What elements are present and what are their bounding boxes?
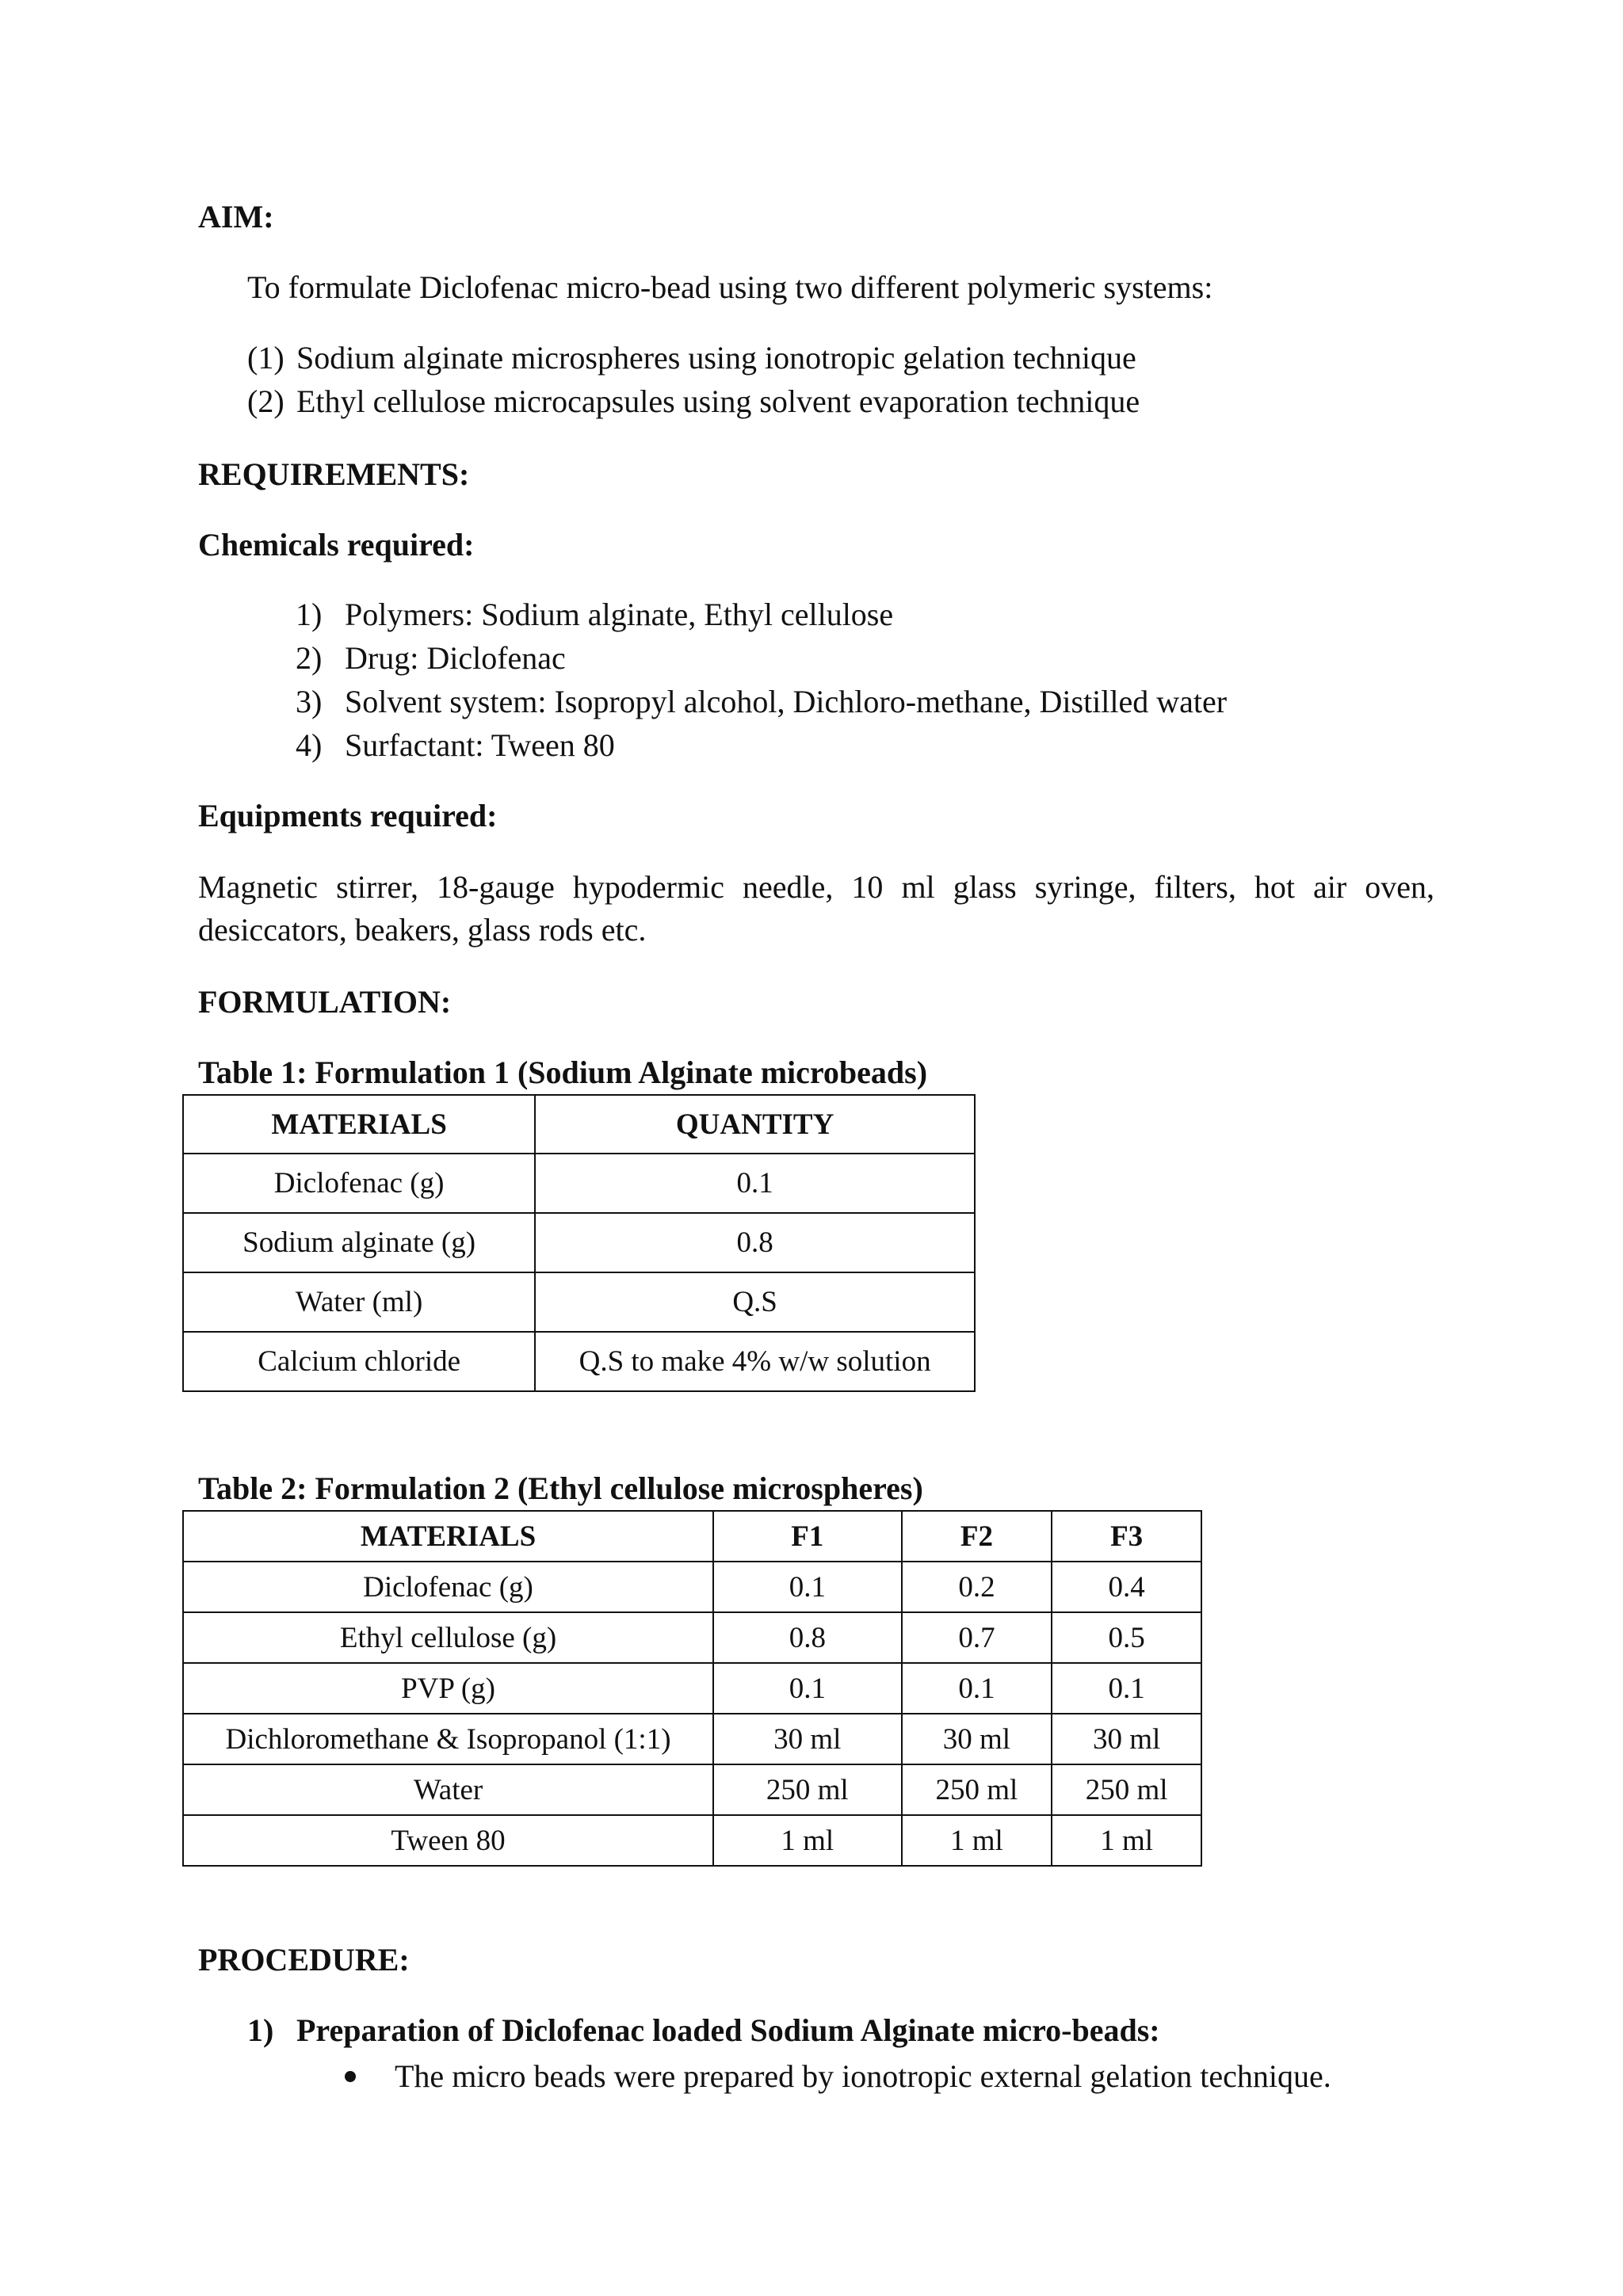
table2-header-row <box>183 1511 1201 1562</box>
table-cell: 250 ml <box>1052 1764 1201 1815</box>
list-number: 1) <box>296 597 323 632</box>
list-text: Sodium alginate microspheres using ionotropic gelation technique <box>296 340 1136 376</box>
table-row <box>183 1612 1201 1663</box>
table2 <box>182 1510 1202 1867</box>
table-cell: 30 ml <box>1052 1714 1201 1764</box>
table1-header-materials: MATERIALS <box>183 1095 535 1154</box>
procedure-bullet-1: The micro beads were prepared by ionotropic external gelation technique. <box>395 2058 1331 2094</box>
table-cell: 0.7 <box>902 1612 1052 1663</box>
table-cell: 0.8 <box>713 1612 902 1663</box>
table-row <box>183 1154 975 1213</box>
chemicals-heading: Chemicals required: <box>198 527 475 563</box>
table-cell: 1 ml <box>902 1815 1052 1866</box>
table-cell: 1 ml <box>1052 1815 1201 1866</box>
table-cell: Sodium alginate (g) <box>183 1213 535 1272</box>
table2-header-f3: F3 <box>1052 1511 1201 1562</box>
equipments-heading: Equipments required: <box>198 798 498 833</box>
table-cell: 0.5 <box>1052 1612 1201 1663</box>
list-text: Solvent system: Isopropyl alcohol, Dichloro-methane, Distilled water <box>345 684 1228 719</box>
table-cell: Water (ml) <box>183 1272 535 1332</box>
list-number: (1) <box>247 340 285 376</box>
requirements-heading: REQUIREMENTS: <box>198 456 470 492</box>
table-row <box>183 1815 1201 1866</box>
list-number: 1) <box>247 2012 274 2048</box>
list-text: Ethyl cellulose microcapsules using solvent evaporation technique <box>296 383 1140 419</box>
table-cell: 0.1 <box>535 1154 975 1213</box>
table-cell: 0.1 <box>713 1663 902 1714</box>
chemical-item-1 <box>296 596 894 633</box>
table-cell: Q.S <box>535 1272 975 1332</box>
table-row <box>183 1714 1201 1764</box>
table-row <box>183 1272 975 1332</box>
list-number: (2) <box>247 383 285 419</box>
list-text: Surfactant: Tween 80 <box>345 727 615 763</box>
table-cell: 250 ml <box>902 1764 1052 1815</box>
table1-caption: Table 1: Formulation 1 (Sodium Alginate microbeads) <box>198 1055 928 1090</box>
table2-header-f1: F1 <box>713 1511 902 1562</box>
table-row <box>183 1562 1201 1612</box>
bullet-icon <box>345 2071 356 2082</box>
table-cell: 0.2 <box>902 1562 1052 1612</box>
equipments-text: Magnetic stirrer, 18-gauge hypodermic needle, 10 ml glass syringe, filters, hot air oven, desiccators, beakers, glass rods etc. <box>198 869 1434 948</box>
chemical-item-4 <box>296 727 615 764</box>
table-cell: Calcium chloride <box>183 1332 535 1391</box>
table-cell: 0.1 <box>1052 1663 1201 1714</box>
table-cell: 250 ml <box>713 1764 902 1815</box>
table1-header-quantity: QUANTITY <box>535 1095 975 1154</box>
list-number: 2) <box>296 640 323 676</box>
list-text: Polymers: Sodium alginate, Ethyl cellulose <box>345 597 894 632</box>
formulation-heading: FORMULATION: <box>198 984 452 1020</box>
table-cell: 0.1 <box>902 1663 1052 1714</box>
table-row <box>183 1663 1201 1714</box>
chemical-item-3 <box>296 683 1228 720</box>
procedure-heading: PROCEDURE: <box>198 1942 410 1978</box>
table-cell: Ethyl cellulose (g) <box>183 1612 713 1663</box>
table2-caption: Table 2: Formulation 2 (Ethyl cellulose microspheres) <box>198 1470 923 1506</box>
procedure-step-1 <box>247 2012 1160 2049</box>
table-cell: Q.S to make 4% w/w solution <box>535 1332 975 1391</box>
table1 <box>182 1094 976 1392</box>
table-row <box>183 1764 1201 1815</box>
table-cell: 1 ml <box>713 1815 902 1866</box>
table-cell: 30 ml <box>902 1714 1052 1764</box>
table-cell: 0.8 <box>535 1213 975 1272</box>
table2-header-f2: F2 <box>902 1511 1052 1562</box>
table-cell: 0.1 <box>713 1562 902 1612</box>
table-row <box>183 1213 975 1272</box>
aim-item-1 <box>247 339 1136 376</box>
table-cell: Dichloromethane & Isopropanol (1:1) <box>183 1714 713 1764</box>
list-number: 3) <box>296 684 323 719</box>
procedure-step-1-title: Preparation of Diclofenac loaded Sodium Alginate micro-beads: <box>296 2012 1160 2048</box>
table-cell: Diclofenac (g) <box>183 1562 713 1612</box>
table1-header-row <box>183 1095 975 1154</box>
table-cell: 30 ml <box>713 1714 902 1764</box>
aim-item-2 <box>247 383 1140 420</box>
aim-intro: To formulate Diclofenac micro-bead using two different polymeric systems: <box>247 269 1213 305</box>
list-text: Drug: Diclofenac <box>345 640 566 676</box>
table-cell: Diclofenac (g) <box>183 1154 535 1213</box>
aim-heading: AIM: <box>198 199 274 235</box>
table-cell: 0.4 <box>1052 1562 1201 1612</box>
table2-header-materials: MATERIALS <box>183 1511 713 1562</box>
table-cell: PVP (g) <box>183 1663 713 1714</box>
table-row <box>183 1332 975 1391</box>
chemical-item-2 <box>296 639 566 677</box>
table-cell: Water <box>183 1764 713 1815</box>
list-number: 4) <box>296 727 323 763</box>
table-cell: Tween 80 <box>183 1815 713 1866</box>
